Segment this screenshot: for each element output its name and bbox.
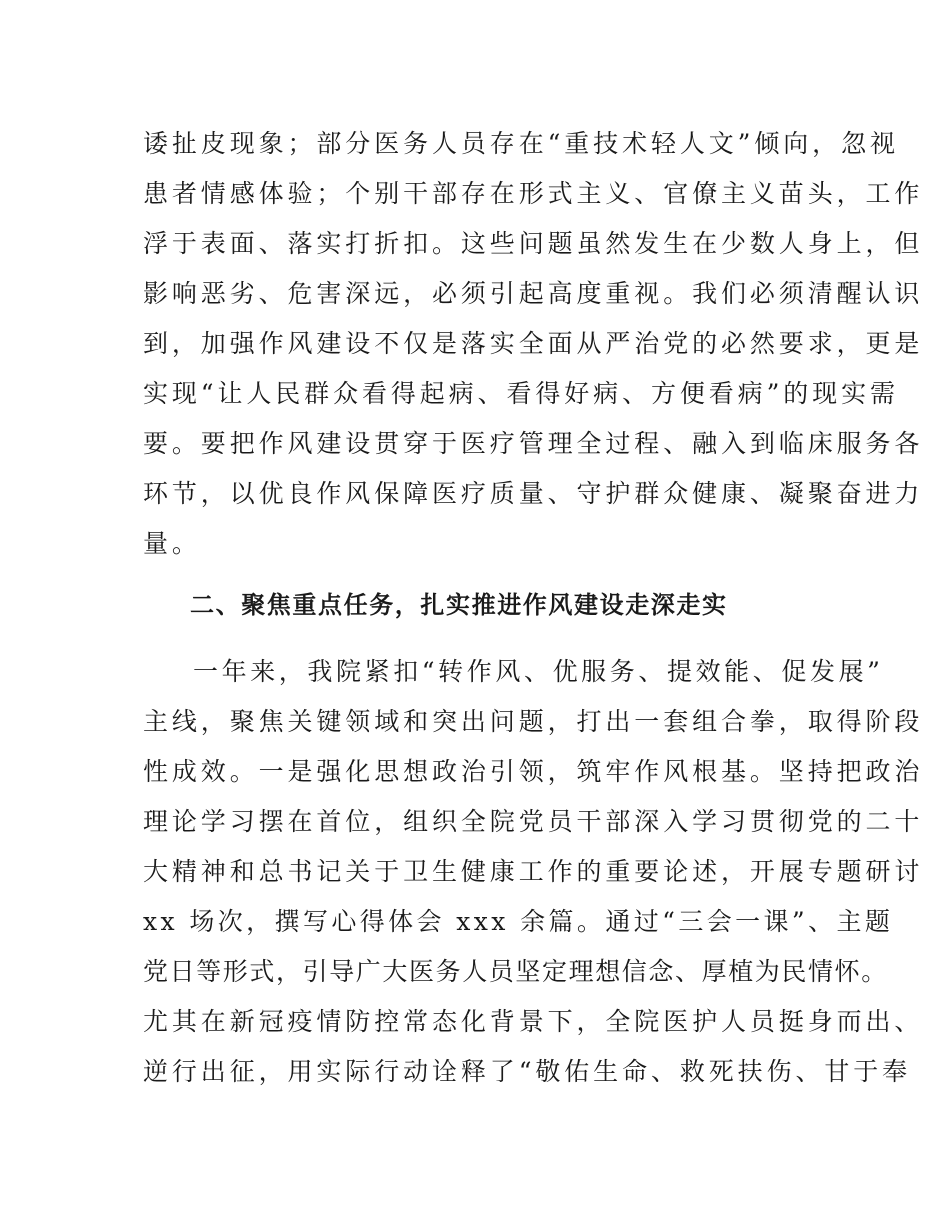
paragraph-line: 大精神和总书记关于卫生健康工作的重要论述，开展专题研讨: [143, 857, 924, 886]
paragraph-line: 诿扯皮现象；部分医务人员存在“重技术轻人文”倾向，忽视: [143, 129, 899, 158]
paragraph-line: 量。: [143, 529, 201, 558]
paragraph-line: 一年来，我院紧扣“转作风、优服务、提效能、促发展”: [193, 657, 884, 686]
paragraph-line: 到，加强作风建设不仅是落实全面从严治党的必然要求，更是: [143, 329, 924, 358]
paragraph-line: 逆行出征，用实际行动诠释了“敬佑生命、救死扶伤、甘于奉: [143, 1057, 912, 1086]
section-heading: 二、聚焦重点任务，扎实推进作风建设走深走实: [190, 591, 728, 619]
paragraph-line: xx 场次，撰写心得体会 xxx 余篇。通过“三会一课”、主题: [143, 907, 894, 936]
paragraph-line: 性成效。一是强化思想政治引领，筑牢作风根基。坚持把政治: [143, 757, 924, 786]
paragraph-line: 浮于表面、落实打折扣。这些问题虽然发生在少数人身上，但: [143, 229, 924, 258]
paragraph-line: 尤其在新冠疫情防控常态化背景下，全院医护人员挺身而出、: [143, 1007, 924, 1036]
paragraph-line: 实现“让人民群众看得起病、看得好病、方便看病”的现实需: [143, 379, 899, 408]
paragraph-line: 党日等形式，引导广大医务人员坚定理想信念、厚植为民情怀。: [143, 957, 888, 986]
paragraph-line: 主线，聚焦关键领域和突出问题，打出一套组合拳，取得阶段: [143, 707, 924, 736]
paragraph-line: 影响恶劣、危害深远，必须引起高度重视。我们必须清醒认识: [143, 279, 924, 308]
paragraph-line: 环节，以优良作风保障医疗质量、守护群众健康、凝聚奋进力: [143, 479, 924, 508]
paragraph-line: 患者情感体验；个别干部存在形式主义、官僚主义苗头，工作: [143, 179, 924, 208]
paragraph-line: 理论学习摆在首位，组织全院党员干部深入学习贯彻党的二十: [143, 807, 924, 836]
paragraph-line: 要。要把作风建设贯穿于医疗管理全过程、融入到临床服务各: [143, 429, 924, 458]
